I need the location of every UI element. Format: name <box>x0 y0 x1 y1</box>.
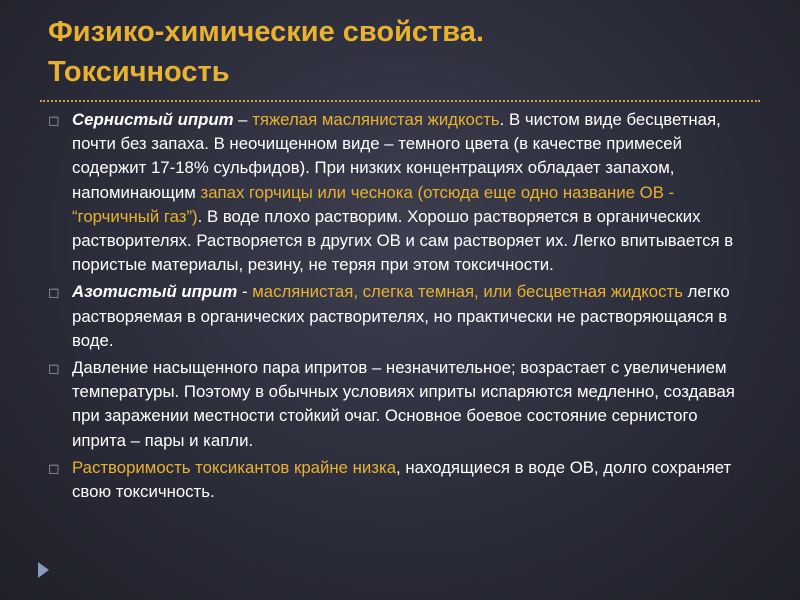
highlight-heavy-oily-liquid: тяжелая маслянистая жидкость <box>252 110 500 129</box>
bullet-text: легко растворяемая в органических растворителях, но практически не растворяющаяся в воде. <box>72 282 730 350</box>
highlight-mustard-smell: запах горчицы или чеснока (отсюда еще одно название ОВ - “горчичный газ”) <box>72 182 675 226</box>
bullet-vapor-pressure <box>48 356 748 453</box>
highlight-solubility: Растворимость токсикантов крайне низка <box>72 457 397 477</box>
bullet-icon: ◻ <box>48 360 60 377</box>
bullet-icon: ◻ <box>48 112 60 128</box>
title-line-1: Физико-химические свойства. <box>48 16 484 48</box>
title-line-2: Токсичность <box>48 56 230 88</box>
bullet-icon: ◻ <box>48 284 60 301</box>
bullet-nitrogen-mustard <box>48 280 748 353</box>
separator: - <box>237 282 253 302</box>
slide-title <box>48 12 768 92</box>
title-divider <box>40 100 760 102</box>
term-nitrogen-mustard: Азотистый иприт <box>72 282 238 302</box>
bullet-list <box>48 108 748 507</box>
separator: – <box>233 110 253 129</box>
bullet-text: . В воде плохо растворим. Хорошо растворяется в органических растворителях. Растворяется в других ОВ и сам растворяет их. Легко впитывается в пористые материалы, резину, не теряя при этом токсичности. <box>72 206 734 275</box>
bullet-solubility <box>48 456 748 504</box>
bullet-text: , находящиеся в воде ОВ, долго сохраняет свою токсичность. <box>72 457 732 502</box>
bullet-text: Давление насыщенного пара ипритов – незначительное; возрастает с увеличением температуры. Поэтому в обычных условиях иприты испаряются медленно, создавая при заражении местности стойкий очаг. Основное боевое состояние сернистого иприта – пары и капли. <box>72 358 735 450</box>
bullet-icon: ◻ <box>48 459 60 476</box>
highlight-oily-liquid: маслянистая, слегка темная, или бесцветная жидкость <box>252 282 683 302</box>
bullet-text: . В чистом виде бесцветная, почти без запаха. В неочищенном виде – темного цвета (в качестве примесей содержит 17-18% сульфидов). При низких концентрациях обладает запахом, напоминающим <box>72 110 721 202</box>
next-slide-arrow-icon[interactable] <box>38 562 49 578</box>
bullet-sulfur-mustard <box>48 108 748 277</box>
term-sulfur-mustard: Сернистый иприт <box>72 110 234 129</box>
